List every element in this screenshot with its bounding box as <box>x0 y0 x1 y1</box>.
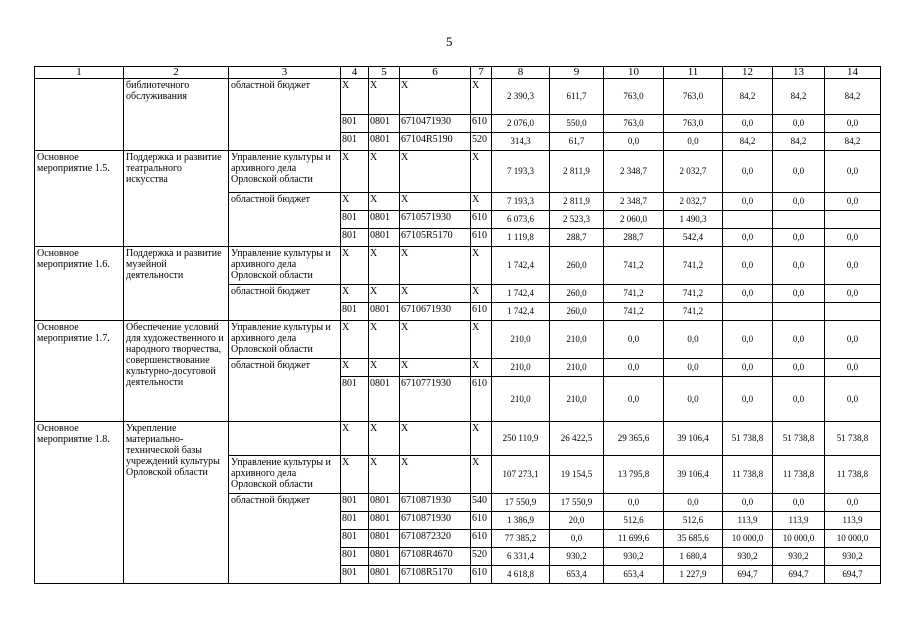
value-cell: 35 685,6 <box>664 530 723 548</box>
value-cell: 930,2 <box>723 548 773 566</box>
value-cell: 6 331,4 <box>492 548 550 566</box>
value-cell: 210,0 <box>550 321 604 359</box>
code-cell: X <box>369 151 400 193</box>
code-cell: X <box>341 247 369 285</box>
code-cell: 0801 <box>369 377 400 422</box>
value-cell: 61,7 <box>550 133 604 151</box>
value-cell: 288,7 <box>550 229 604 247</box>
code-cell: X <box>369 359 400 377</box>
header-cell: 8 <box>492 67 550 79</box>
code-cell: X <box>471 193 492 211</box>
value-cell: 210,0 <box>492 321 550 359</box>
value-cell: 0,0 <box>723 229 773 247</box>
value-cell: 51 738,8 <box>773 422 825 456</box>
value-cell: 210,0 <box>492 359 550 377</box>
value-cell: 0,0 <box>664 321 723 359</box>
value-cell: 0,0 <box>604 377 664 422</box>
code-cell: 801 <box>341 229 369 247</box>
value-cell: 550,0 <box>550 115 604 133</box>
code-cell: 0801 <box>369 115 400 133</box>
code-cell: X <box>341 285 369 303</box>
value-cell: 0,0 <box>825 494 881 512</box>
value-cell: 0,0 <box>664 494 723 512</box>
value-cell: 84,2 <box>723 79 773 115</box>
value-cell: 51 738,8 <box>825 422 881 456</box>
code-cell: 610 <box>471 115 492 133</box>
code-cell: X <box>400 247 471 285</box>
code-cell: 801 <box>341 211 369 229</box>
page-number: 5 <box>446 34 453 49</box>
value-cell <box>723 211 773 229</box>
code-cell: 0801 <box>369 229 400 247</box>
value-cell: 2 032,7 <box>664 151 723 193</box>
value-cell: 10 000,0 <box>773 530 825 548</box>
value-cell: 84,2 <box>825 133 881 151</box>
value-cell <box>723 303 773 321</box>
activity-cell: Основное мероприятие 1.8. <box>35 422 124 584</box>
value-cell: 13 795,8 <box>604 456 664 494</box>
value-cell: 0,0 <box>723 285 773 303</box>
executor-cell: областной бюджет <box>229 79 341 151</box>
code-cell: 0801 <box>369 133 400 151</box>
value-cell: 20,0 <box>550 512 604 530</box>
value-cell: 113,9 <box>825 512 881 530</box>
value-cell: 694,7 <box>723 566 773 584</box>
header-cell: 6 <box>400 67 471 79</box>
value-cell: 0,0 <box>773 115 825 133</box>
code-cell: 67108R4670 <box>400 548 471 566</box>
value-cell: 2 076,0 <box>492 115 550 133</box>
value-cell: 0,0 <box>825 193 881 211</box>
header-cell: 2 <box>124 67 229 79</box>
value-cell: 2 811,9 <box>550 193 604 211</box>
code-cell: 6710471930 <box>400 115 471 133</box>
code-cell: 520 <box>471 548 492 566</box>
code-cell: 801 <box>341 530 369 548</box>
value-cell: 0,0 <box>773 377 825 422</box>
header-cell: 13 <box>773 67 825 79</box>
header-cell: 10 <box>604 67 664 79</box>
code-cell: 6710771930 <box>400 377 471 422</box>
table-row <box>35 247 881 285</box>
value-cell: 741,2 <box>664 247 723 285</box>
value-cell: 0,0 <box>773 229 825 247</box>
code-cell: X <box>471 422 492 456</box>
value-cell: 0,0 <box>773 151 825 193</box>
code-cell: X <box>400 193 471 211</box>
value-cell: 1 227,9 <box>664 566 723 584</box>
value-cell: 11 738,8 <box>825 456 881 494</box>
value-cell: 741,2 <box>604 285 664 303</box>
value-cell: 260,0 <box>550 303 604 321</box>
value-cell <box>825 211 881 229</box>
code-cell: X <box>400 456 471 494</box>
value-cell: 1 386,9 <box>492 512 550 530</box>
value-cell <box>773 211 825 229</box>
value-cell: 611,7 <box>550 79 604 115</box>
value-cell: 1 742,4 <box>492 303 550 321</box>
value-cell: 1 490,3 <box>664 211 723 229</box>
code-cell: 610 <box>471 512 492 530</box>
value-cell: 0,0 <box>604 494 664 512</box>
value-cell: 763,0 <box>604 115 664 133</box>
code-cell: 610 <box>471 229 492 247</box>
value-cell: 0,0 <box>723 151 773 193</box>
code-cell: X <box>400 285 471 303</box>
value-cell: 17 550,9 <box>492 494 550 512</box>
code-cell: X <box>471 359 492 377</box>
value-cell: 84,2 <box>773 79 825 115</box>
value-cell: 2 811,9 <box>550 151 604 193</box>
table-row <box>35 151 881 193</box>
header-cell: 14 <box>825 67 881 79</box>
value-cell: 0,0 <box>723 377 773 422</box>
value-cell: 84,2 <box>723 133 773 151</box>
value-cell: 741,2 <box>664 303 723 321</box>
value-cell: 0,0 <box>723 193 773 211</box>
header-cell: 5 <box>369 67 400 79</box>
value-cell: 2 060,0 <box>604 211 664 229</box>
value-cell: 17 550,9 <box>550 494 604 512</box>
code-cell: 801 <box>341 548 369 566</box>
value-cell: 0,0 <box>723 247 773 285</box>
activity-cell: Основное мероприятие 1.5. <box>35 151 124 247</box>
code-cell: 801 <box>341 512 369 530</box>
header-cell: 1 <box>35 67 124 79</box>
activity-cell: Основное мероприятие 1.7. <box>35 321 124 422</box>
code-cell: X <box>369 247 400 285</box>
value-cell: 0,0 <box>773 494 825 512</box>
code-cell: 610 <box>471 377 492 422</box>
code-cell: X <box>471 285 492 303</box>
description-cell: Поддержка и развитие театрального искусства <box>124 151 229 247</box>
value-cell: 0,0 <box>664 133 723 151</box>
code-cell: X <box>341 359 369 377</box>
value-cell: 1 742,4 <box>492 247 550 285</box>
value-cell: 653,4 <box>604 566 664 584</box>
header-cell: 3 <box>229 67 341 79</box>
value-cell: 1 680,4 <box>664 548 723 566</box>
value-cell: 0,0 <box>825 115 881 133</box>
value-cell: 0,0 <box>825 151 881 193</box>
code-cell: 0801 <box>369 303 400 321</box>
value-cell: 113,9 <box>773 512 825 530</box>
executor-cell: Управление культуры и архивного дела Орловской области <box>229 151 341 193</box>
budget-table <box>34 66 881 584</box>
code-cell: 6710871930 <box>400 512 471 530</box>
value-cell: 2 348,7 <box>604 151 664 193</box>
table-row <box>35 79 881 115</box>
value-cell: 210,0 <box>492 377 550 422</box>
value-cell: 210,0 <box>550 377 604 422</box>
code-cell: X <box>341 193 369 211</box>
activity-cell: Основное мероприятие 1.6. <box>35 247 124 321</box>
header-cell: 11 <box>664 67 723 79</box>
value-cell: 0,0 <box>723 115 773 133</box>
code-cell: 67108R5170 <box>400 566 471 584</box>
executor-cell: Управление культуры и архивного дела Орловской области <box>229 321 341 359</box>
value-cell <box>825 303 881 321</box>
value-cell: 11 699,6 <box>604 530 664 548</box>
value-cell: 0,0 <box>825 229 881 247</box>
activity-cell <box>35 79 124 151</box>
code-cell: 0801 <box>369 548 400 566</box>
header-cell: 7 <box>471 67 492 79</box>
header-cell: 12 <box>723 67 773 79</box>
value-cell: 0,0 <box>825 377 881 422</box>
value-cell: 10 000,0 <box>723 530 773 548</box>
value-cell: 0,0 <box>825 359 881 377</box>
code-cell: X <box>341 422 369 456</box>
value-cell: 0,0 <box>825 321 881 359</box>
value-cell: 0,0 <box>773 321 825 359</box>
value-cell: 7 193,3 <box>492 151 550 193</box>
code-cell: X <box>400 151 471 193</box>
value-cell: 0,0 <box>723 359 773 377</box>
value-cell: 4 618,8 <box>492 566 550 584</box>
code-cell: 6710871930 <box>400 494 471 512</box>
code-cell: X <box>400 321 471 359</box>
value-cell: 0,0 <box>604 133 664 151</box>
code-cell: 801 <box>341 494 369 512</box>
value-cell: 763,0 <box>664 115 723 133</box>
code-cell: 0801 <box>369 530 400 548</box>
value-cell: 930,2 <box>773 548 825 566</box>
value-cell: 0,0 <box>773 247 825 285</box>
value-cell: 0,0 <box>604 359 664 377</box>
code-cell: 801 <box>341 133 369 151</box>
code-cell: 0801 <box>369 512 400 530</box>
code-cell: 801 <box>341 566 369 584</box>
value-cell: 512,6 <box>604 512 664 530</box>
executor-cell: Управление культуры и архивного дела Орловской области <box>229 456 341 494</box>
code-cell: 0801 <box>369 211 400 229</box>
description-cell: Укрепление материально-технической базы учреждений культуры Орловской области <box>124 422 229 584</box>
value-cell: 11 738,8 <box>723 456 773 494</box>
code-cell: 801 <box>341 115 369 133</box>
value-cell: 0,0 <box>825 247 881 285</box>
value-cell: 0,0 <box>664 377 723 422</box>
value-cell: 2 523,3 <box>550 211 604 229</box>
code-cell: X <box>341 321 369 359</box>
code-cell: 801 <box>341 303 369 321</box>
value-cell: 19 154,5 <box>550 456 604 494</box>
value-cell <box>773 303 825 321</box>
value-cell: 314,3 <box>492 133 550 151</box>
value-cell: 107 273,1 <box>492 456 550 494</box>
executor-cell: Управление культуры и архивного дела Орловской области <box>229 247 341 285</box>
code-cell: X <box>369 79 400 115</box>
executor-cell: областной бюджет <box>229 285 341 321</box>
code-cell: X <box>400 359 471 377</box>
value-cell: 0,0 <box>773 359 825 377</box>
code-cell: X <box>369 321 400 359</box>
code-cell: X <box>369 193 400 211</box>
value-cell: 260,0 <box>550 247 604 285</box>
value-cell: 39 106,4 <box>664 456 723 494</box>
code-cell: 67105R5170 <box>400 229 471 247</box>
value-cell: 653,4 <box>550 566 604 584</box>
value-cell: 0,0 <box>773 285 825 303</box>
value-cell: 694,7 <box>773 566 825 584</box>
value-cell: 250 110,9 <box>492 422 550 456</box>
value-cell: 0,0 <box>773 193 825 211</box>
value-cell: 210,0 <box>550 359 604 377</box>
code-cell: X <box>369 422 400 456</box>
value-cell: 1 742,4 <box>492 285 550 303</box>
value-cell: 763,0 <box>664 79 723 115</box>
code-cell: X <box>471 456 492 494</box>
code-cell: X <box>471 79 492 115</box>
code-cell: X <box>341 151 369 193</box>
code-cell: X <box>341 456 369 494</box>
description-cell: Обеспечение условий для художественного и народного творчества, совершенствование культурно-досуговой деятельности <box>124 321 229 422</box>
header-cell: 9 <box>550 67 604 79</box>
code-cell: X <box>471 321 492 359</box>
value-cell: 51 738,8 <box>723 422 773 456</box>
code-cell: 610 <box>471 303 492 321</box>
value-cell: 542,4 <box>664 229 723 247</box>
value-cell: 0,0 <box>723 494 773 512</box>
executor-cell: областной бюджет <box>229 193 341 247</box>
code-cell: 610 <box>471 530 492 548</box>
value-cell: 741,2 <box>604 247 664 285</box>
code-cell: X <box>471 247 492 285</box>
value-cell: 10 000,0 <box>825 530 881 548</box>
value-cell: 288,7 <box>604 229 664 247</box>
code-cell: X <box>369 456 400 494</box>
value-cell: 29 365,6 <box>604 422 664 456</box>
code-cell: X <box>400 79 471 115</box>
value-cell: 6 073,6 <box>492 211 550 229</box>
executor-cell: областной бюджет <box>229 359 341 422</box>
value-cell: 0,0 <box>723 321 773 359</box>
value-cell: 2 032,7 <box>664 193 723 211</box>
value-cell: 694,7 <box>825 566 881 584</box>
value-cell: 7 193,3 <box>492 193 550 211</box>
description-cell: Поддержка и развитие музейной деятельности <box>124 247 229 321</box>
code-cell: 6710671930 <box>400 303 471 321</box>
value-cell: 39 106,4 <box>664 422 723 456</box>
value-cell: 260,0 <box>550 285 604 303</box>
value-cell: 2 390,3 <box>492 79 550 115</box>
code-cell: 0801 <box>369 566 400 584</box>
value-cell: 0,0 <box>604 321 664 359</box>
header-row <box>35 67 881 79</box>
description-cell: библиотечного обслуживания <box>124 79 229 151</box>
code-cell: 610 <box>471 566 492 584</box>
value-cell: 113,9 <box>723 512 773 530</box>
code-cell: 540 <box>471 494 492 512</box>
code-cell: 610 <box>471 211 492 229</box>
value-cell: 763,0 <box>604 79 664 115</box>
value-cell: 0,0 <box>825 285 881 303</box>
value-cell: 512,6 <box>664 512 723 530</box>
code-cell: X <box>400 422 471 456</box>
value-cell: 84,2 <box>825 79 881 115</box>
code-cell: 67104R5190 <box>400 133 471 151</box>
code-cell: X <box>369 285 400 303</box>
value-cell: 84,2 <box>773 133 825 151</box>
code-cell: X <box>341 79 369 115</box>
value-cell: 0,0 <box>550 530 604 548</box>
code-cell: X <box>471 151 492 193</box>
value-cell: 930,2 <box>604 548 664 566</box>
executor-cell: областной бюджет <box>229 494 341 584</box>
table-row <box>35 422 881 456</box>
value-cell: 77 385,2 <box>492 530 550 548</box>
value-cell: 11 738,8 <box>773 456 825 494</box>
value-cell: 1 119,8 <box>492 229 550 247</box>
value-cell: 26 422,5 <box>550 422 604 456</box>
value-cell: 2 348,7 <box>604 193 664 211</box>
value-cell: 741,2 <box>664 285 723 303</box>
value-cell: 0,0 <box>664 359 723 377</box>
code-cell: 0801 <box>369 494 400 512</box>
header-cell: 4 <box>341 67 369 79</box>
code-cell: 801 <box>341 377 369 422</box>
table-row <box>35 321 881 359</box>
code-cell: 520 <box>471 133 492 151</box>
value-cell: 930,2 <box>825 548 881 566</box>
value-cell: 741,2 <box>604 303 664 321</box>
code-cell: 6710571930 <box>400 211 471 229</box>
executor-cell <box>229 422 341 456</box>
code-cell: 6710872320 <box>400 530 471 548</box>
value-cell: 930,2 <box>550 548 604 566</box>
